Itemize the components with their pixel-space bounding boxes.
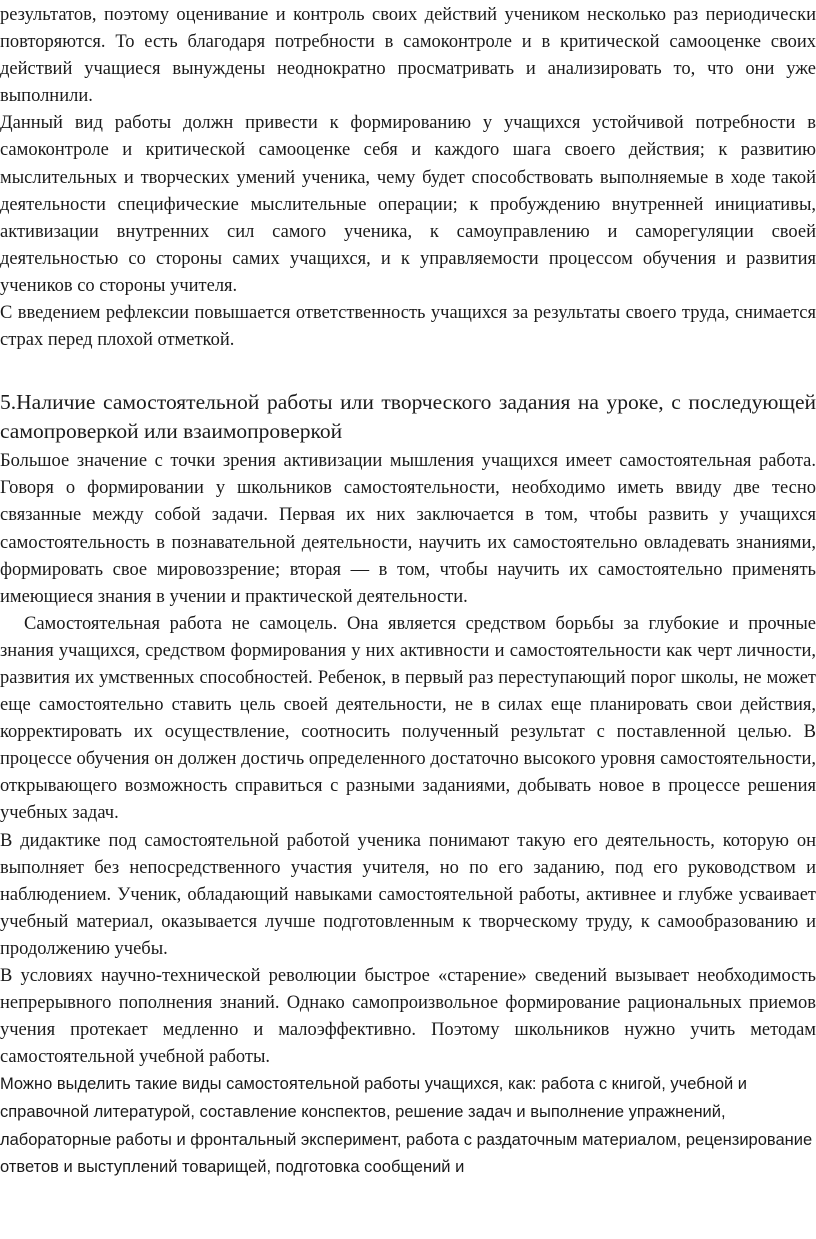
paragraph-scientific-revolution: В условиях научно-технической революции быстрое «старение» сведений вызывает необходимость непрерывного пополнения знаний. Однако самопроизвольное формирование рациональных приемов учения протекает медленно и малоэффективно. Поэтому школьников нужно учить методам самостоятельной учебной работы. (0, 966, 816, 1068)
paragraph-work-types: Можно выделить такие виды самостоятельной работы учащихся, как: работа с книгой, учебной и справочной литературой, составление конспектов, решение задач и выполнение упражнений, лабораторные работы и фронтальный эксперимент, работа с раздаточным материалом, рецензирование ответов и выступлений товарищей, подготовка сообщений и (0, 1075, 813, 1177)
paragraph-didactics-definition: В дидактике под самостоятельной работой ученика понимают такую его деятельность, которую он выполняет без непосредственного участия учителя, но по его заданию, под его руководством и наблюдением. Ученик, обладающий навыками самостоятельной работы, активнее и глубже усваивает учебный материал, оказывается лучше подготовленным к творческому труду, к самообразованию и продолжению учебы. (0, 830, 816, 959)
section-heading: 5.Наличие самостоятельной работы или творческого задания на уроке, с последующей самопроверкой или взаимопроверкой (0, 390, 816, 444)
paragraph-independence-tasks: Большое значение с точки зрения активизации мышления учащихся имеет самостоятельная работа. Говоря о формировании у школьников самостоятельности, необходимо иметь ввиду две тесно связанные между собой задачи. Первая их них заключается в том, чтобы развить у учащихся самостоятельность в познавательной деятельности, научить их самостоятельно овладевать знаниями, формировать свое мировоззрение; вторая — в том, чтобы научить их самостоятельно применять имеющиеся знания в учении и практической деятельности. (0, 451, 816, 607)
paragraph-reflection-intro: результатов, поэтому оценивание и контроль своих действий учеником несколько раз периодически повторяются. То есть благодаря потребности в самоконтроле и в критической самооценке своих действий учащиеся вынуждены неоднократно просматривать и анализировать то, что они уже выполнили. (0, 5, 816, 107)
paragraph-responsibility: С введением рефлексии повышается ответственность учащихся за результаты своего труда, снимается страх перед плохой отметкой. (0, 303, 816, 351)
paragraph-work-goals: Данный вид работы должн привести к формированию у учащихся устойчивой потребности в самоконтроле и критической самооценке себя и каждого шага своего действия; к развитию мыслительных и творческих умений ученика, чему будет способствовать выполняемые в ходе такой деятельности специфические мыслительные операции; к пробуждению внутренней инициативы, активизации внутренних сил самого ученика, к самоуправлению и саморегуляции своей деятельностью со стороны самих учащихся, и к управляемости процессом обучения и развития учеников со стороны учителя. (0, 113, 816, 296)
paragraph-independent-work-role: Самостоятельная работа не самоцель. Она является средством борьбы за глубокие и прочные знания учащихся, средством формирования у них активности и самостоятельности как черт личности, развития их умственных способностей. Ребенок, в первый раз переступающий порог школы, не может еще самостоятельно ставить цель своей деятельности, не в силах еще планировать свои действия, корректировать их осуществление, соотносить полученный результат с поставленной целью. В процессе обучения он должен достичь определенного достаточно высокого уровня самостоятельности, открывающего возможность справиться с разными заданиями, добывать новое в процессе решения учебных задач. (0, 613, 816, 824)
